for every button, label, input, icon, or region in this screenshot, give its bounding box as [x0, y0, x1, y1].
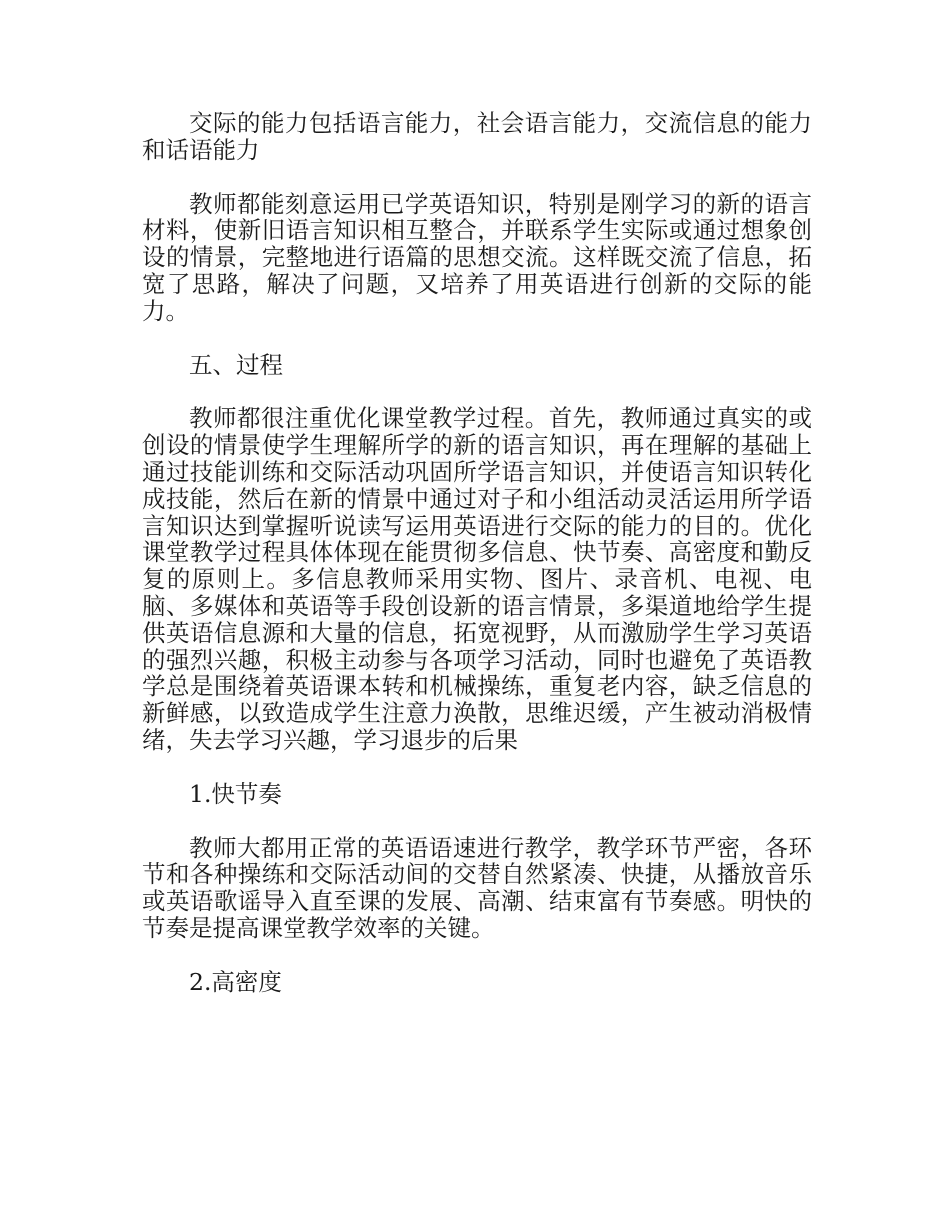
subheading-high-density: 2.高密度 [189, 967, 282, 996]
section-heading-process: 五、过程 [189, 350, 283, 379]
paragraph-fast-pace: 教师大都用正常的英语语速进行教学，教学环节严密，各环节和各种操练和交际活动间的交替自然紧凑、快捷，从播放音乐或英语歌谣导入直至课的发展、高潮、结束富有节奏感。明快的节奏是提高课堂教学效率的关键。 [142, 833, 812, 942]
paragraph-language-integration: 教师都能刻意运用已学英语知识，特别是刚学习的新的语言材料，使新旧语言知识相互整合，并联系学生实际或通过想象创设的情景，完整地进行语篇的思想交流。这样既交流了信息，拓宽了思路，解决了问题，又培养了用英语进行创新的交际的能力。 [142, 189, 812, 325]
subheading-fast-pace: 1.快节奏 [189, 779, 282, 808]
document-body [142, 110, 812, 1023]
paragraph-communication-ability: 交际的能力包括语言能力，社会语言能力，交流信息的能力和话语能力 [142, 109, 812, 164]
paragraph-optimize-teaching-process: 教师都很注重优化课堂教学过程。首先，教师通过真实的或创设的情景使学生理解所学的新的语言知识，再在理解的基础上通过技能训练和交际活动巩固所学语言知识，并使语言知识转化成技能，然后在新的情景中通过对子和小组活动灵活运用所学语言知识达到掌握听说读写运用英语进行交际的能力的目的。优化课堂教学过程具体体现在能贯彻多信息、快节奏、高密度和勤反复的原则上。多信息教师采用实物、图片、录音机、电视、电脑、多媒体和英语等手段创设新的语言情景，多渠道地给学生提供英语信息源和大量的信息，拓宽视野，从而激励学生学习英语的强烈兴趣，积极主动参与各项学习活动，同时也避免了英语教学总是围绕着英语课本转和机械操练，重复老内容，缺乏信息的新鲜感，以致造成学生注意力涣散，思维迟缓，产生被动消极情绪，失去学习兴趣，学习退步的后果 [142, 404, 812, 754]
